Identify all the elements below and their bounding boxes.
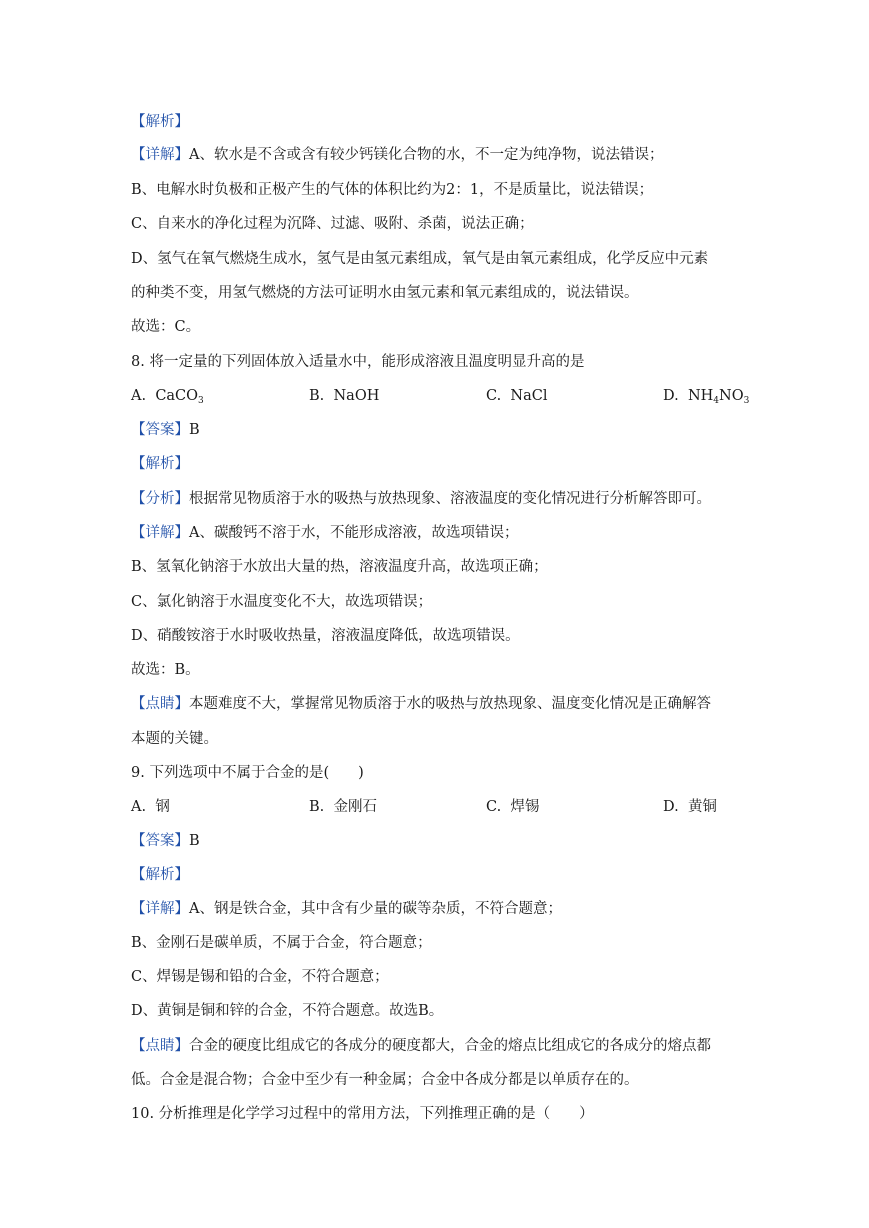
text-line: 本题的关键。 xyxy=(131,731,218,747)
analysis-heading: 【解析】 xyxy=(131,867,189,883)
text-line: D、氢气在氧气燃烧生成水，氢气是由氢元素组成，氧气是由氧元素组成，化学反应中元素 xyxy=(131,251,709,267)
text-line: 低。合金是混合物；合金中至少有一种金属；合金中各成分都是以单质存在的。 xyxy=(131,1072,639,1088)
text-line: C、自来水的净化过程为沉降、过滤、吸附、杀菌，说法正确； xyxy=(131,216,534,232)
question-10: 10. 分析推理是化学学习过程中的常用方法，下列推理正确的是（ ） xyxy=(131,1106,594,1122)
answer-line: 【答案】B xyxy=(131,833,200,849)
text-line: C、氯化钠溶于水温度变化不大，故选项错误； xyxy=(131,594,433,610)
option-b: B. 金刚石 xyxy=(309,799,377,815)
note-line: 【点睛】合金的硬度比组成它的各成分的硬度都大，合金的熔点比组成它的各成分的熔点都 xyxy=(131,1038,711,1054)
analysis-heading: 【解析】 xyxy=(131,114,189,130)
question-9: 9. 下列选项中不属于合金的是( ) xyxy=(131,765,364,781)
text-line: B、氢氧化钠溶于水放出大量的热，溶液温度升高，故选项正确； xyxy=(131,559,548,575)
option-a: A. CaCO$_3$ xyxy=(131,388,204,406)
note-line: 【点睛】本题难度不大，掌握常见物质溶于水的吸热与放热现象、温度变化情况是正确解答 xyxy=(131,696,711,712)
conclusion-line: 故选：C。 xyxy=(131,319,201,335)
option-d: D. $NH_4NO_3$ xyxy=(663,388,750,406)
conclusion-line: 故选：B。 xyxy=(131,662,200,678)
text-line: D、硝酸铵溶于水时吸收热量，溶液温度降低，故选项错误。 xyxy=(131,628,520,644)
analysis-line: 【分析】根据常见物质溶于水的吸热与放热现象、溶液温度的变化情况进行分析解答即可。 xyxy=(131,491,711,507)
detail-line: 【详解】A、软水是不含或含有较少钙镁化合物的水，不一定为纯净物，说法错误； xyxy=(131,147,664,163)
option-d: D. 黄铜 xyxy=(663,799,717,815)
analysis-heading: 【解析】 xyxy=(131,456,189,472)
text-line: C、焊锡是锡和铅的合金，不符合题意； xyxy=(131,969,389,985)
text-line: B、金刚石是碳单质，不属于合金，符合题意； xyxy=(131,935,432,951)
text-line: D、黄铜是铜和锌的合金，不符合题意。故选B。 xyxy=(131,1003,444,1019)
option-a: A. 钢 xyxy=(131,799,170,815)
detail-line: 【详解】A、钢是铁合金，其中含有少量的碳等杂质，不符合题意； xyxy=(131,901,562,917)
option-c: C. 焊锡 xyxy=(486,799,540,815)
option-c: C. NaCl xyxy=(486,388,548,404)
text-line: 的种类不变，用氢气燃烧的方法可证明水由氢元素和氧元素组成的，说法错误。 xyxy=(131,285,639,301)
question-8: 8. 将一定量的下列固体放入适量水中，能形成溶液且温度明显升高的是 xyxy=(131,354,585,370)
detail-line: 【详解】A、碳酸钙不溶于水，不能形成溶液，故选项错误； xyxy=(131,525,519,541)
text-line: B、电解水时负极和正极产生的气体的体积比约为2：1，不是质量比，说法错误； xyxy=(131,182,654,198)
option-b: B. NaOH xyxy=(309,388,380,404)
answer-line: 【答案】B xyxy=(131,422,200,438)
